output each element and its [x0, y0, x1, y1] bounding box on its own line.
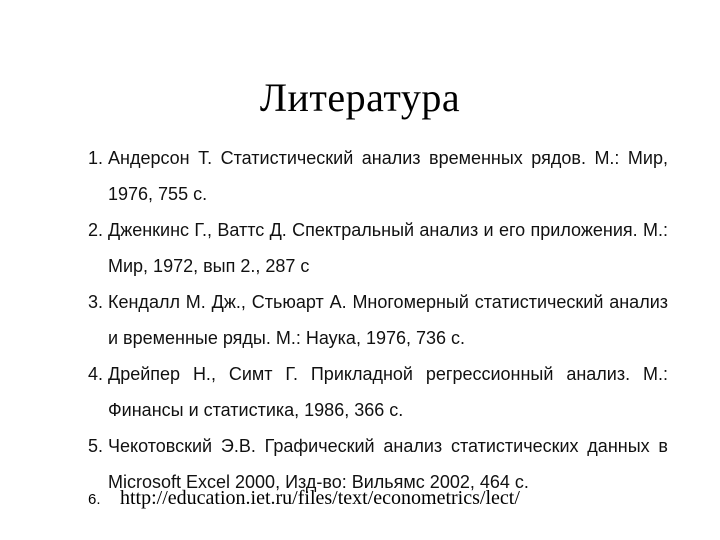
reference-number: 6.: [88, 491, 101, 508]
reference-number: 3.: [88, 292, 104, 312]
reference-number: 2.: [88, 220, 104, 240]
reference-item-2: [88, 212, 668, 284]
reference-item-6: [88, 484, 688, 514]
reference-list: [88, 140, 668, 500]
reference-number: 5.: [88, 436, 104, 456]
reference-item-1: [88, 140, 668, 212]
reference-text: Дрейпер Н., Симт Г. Прикладной регрессионный анализ. М.: Финансы и статистика, 1986, 366 с.: [108, 364, 668, 420]
reference-item-3: [88, 284, 668, 356]
reference-text: Кендалл М. Дж., Стьюарт А. Многомерный статистический анализ и временные ряды. М.: Наука, 1976, 736 с.: [108, 292, 668, 348]
reference-number: 4.: [88, 364, 104, 384]
reference-number: 1.: [88, 148, 104, 168]
reference-url-link[interactable]: http://education.iet.ru/files/text/econometrics/lect/: [120, 487, 520, 509]
slide-title: Литература: [259, 75, 461, 120]
reference-text: Андерсон Т. Статистический анализ временных рядов. М.: Мир, 1976, 755 с.: [108, 148, 668, 204]
reference-text: Чекотовский Э.В. Графический анализ статистических данных в Microsoft Excel 2000, Изд-во: Вильямс 2002, 464 с.: [108, 436, 668, 492]
reference-text: Дженкинс Г., Ваттс Д. Спектральный анализ и его приложения. М.: Мир, 1972, вып 2., 287 с: [108, 220, 668, 276]
reference-item-4: [88, 356, 668, 428]
